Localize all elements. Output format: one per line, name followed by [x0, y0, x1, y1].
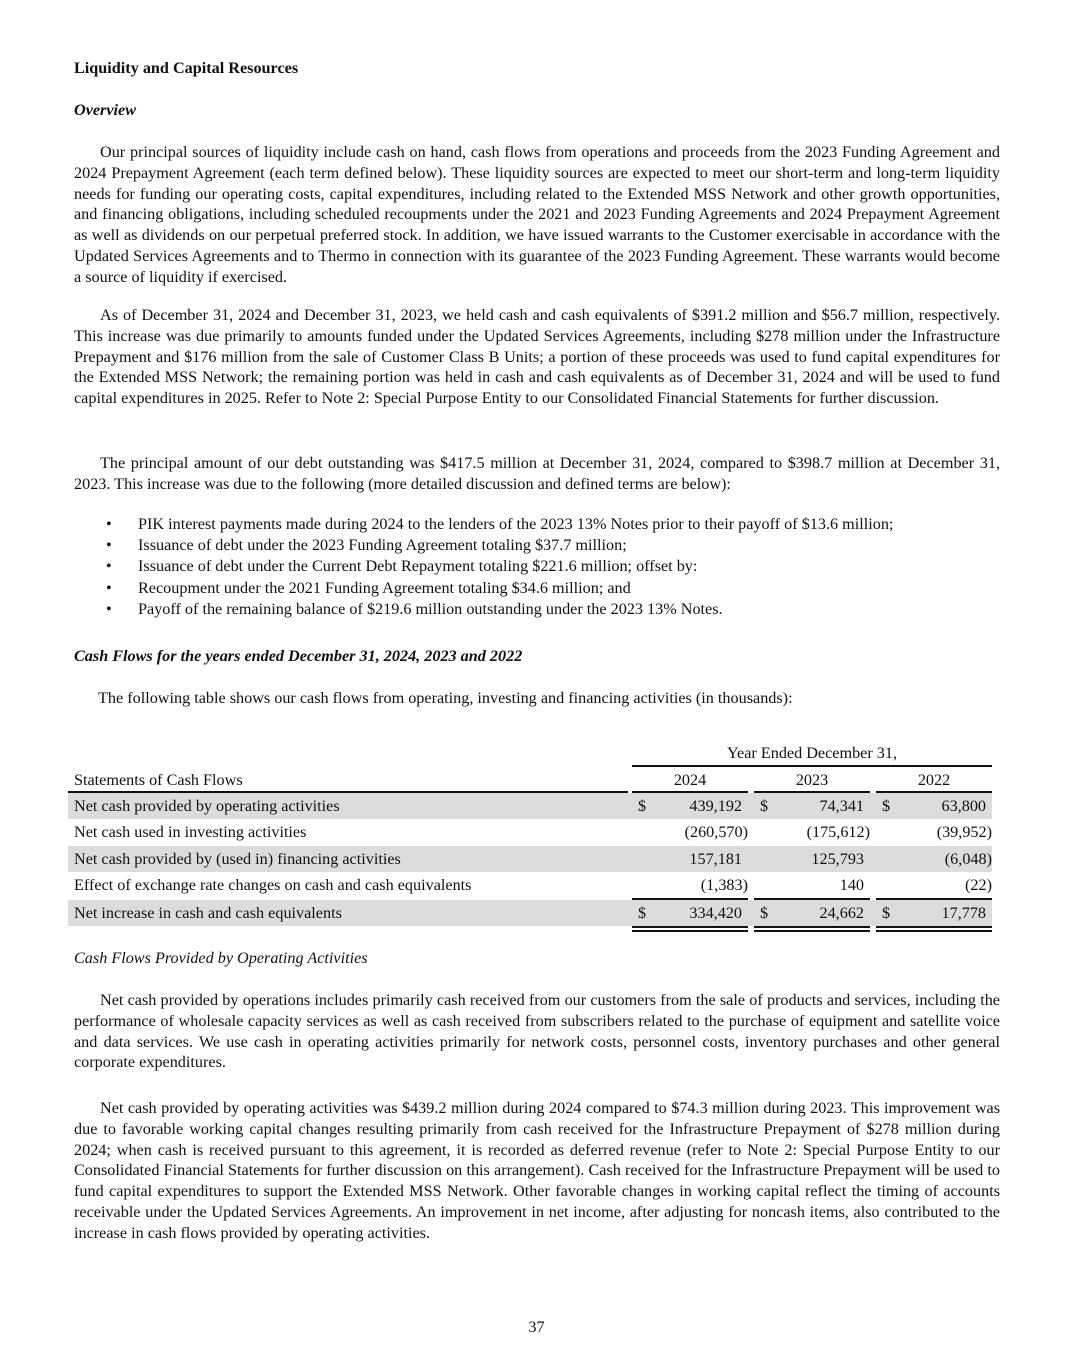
paragraph-operating-activities-detail: Net cash provided by operating activities was $439.2 million during 2024 compared to $74.3 million during 2023. This improvement was due to favorable working capital changes resulting primarily from cash received for the Infrastructure Prepayment of $278 million during 2024; when cash is received pursuant to this agreement, it is recorded as deferred revenue (refer to Note 2: Special Purpose Entity to our Consolidated Financial Statements for further discussion on this arrangement). Cash received for the Infrastructure Prepayment will be used to fund capital expenditures to support the Extended MSS Network. Other favorable changes in working capital reflect the timing of accounts receivable under the Updated Services Agreements. An improvement in net income, after adjusting for noncash items, also contributed to the increase in cash flows provided by operating activities.	[74, 1099, 1000, 1242]
table-row: Net cash used in investing activities (260,570) (175,612) (39,952)	[74, 823, 992, 842]
bullet-icon: •	[106, 599, 112, 618]
column-header-2024: 2024	[673, 771, 707, 789]
bullet-icon: •	[106, 557, 112, 576]
bullet-icon: •	[106, 515, 112, 533]
column-header-2023: 2023	[795, 771, 829, 789]
bullet-icon: •	[106, 578, 112, 597]
table-row: Net cash provided by operating activities $ 439,192 $ 74,341 $ 63,800	[68, 793, 992, 819]
section-title: Liquidity and Capital Resources	[74, 59, 299, 77]
table-header-row	[68, 768, 992, 792]
table-row: Effect of exchange rate changes on cash and cash equivalents (1,383) 140 (22)	[74, 876, 992, 895]
overview-heading: Overview	[74, 101, 137, 119]
paragraph-debt-outstanding: The principal amount of our debt outstanding was $417.5 million at December 31, 2024, compared to $398.7 million at December 31, 2023. This increase was due to the following (more detailed discussion and defined terms are below):	[74, 454, 1000, 493]
bullet-icon: •	[106, 536, 112, 555]
paragraph-liquidity-sources: Our principal sources of liquidity include cash on hand, cash flows from operations and proceeds from the 2023 Funding Agreement and 2024 Prepayment Agreement (each term defined below). These liquidity sources are expected to meet our short-term and long-term liquidity needs for funding our operating costs, capital expenditures, including related to the Extended MSS Network and other growth opportunities, and financing obligations, including scheduled recoupments under the 2021 and 2023 Funding Agreements and 2024 Prepayment Agreement as well as dividends on our perpetual preferred stock. In addition, we have issued warrants to the Customer exercisable in accordance with the Updated Services Agreements and to Thermo in connection with its guarantee of the 2023 Funding Agreement. These warrants would become a source of liquidity if exercised.	[74, 143, 1000, 286]
table-caption: Year Ended December 31,	[726, 744, 898, 762]
list-item: • Recoupment under the 2021 Funding Agreement totaling $34.6 million; and	[106, 578, 631, 597]
total-double-rule	[632, 926, 748, 932]
debt-change-list	[74, 514, 1000, 620]
column-header-2022: 2022	[917, 771, 951, 789]
list-item: • PIK interest payments made during 2024 to the lenders of the 2023 13% Notes prior to their payoff of $13.6 million;	[106, 515, 894, 533]
total-double-rule	[754, 926, 870, 932]
operating-activities-heading: Cash Flows Provided by Operating Activities	[74, 949, 368, 967]
paragraph-cash-equivalents: As of December 31, 2024 and December 31, 2023, we held cash and cash equivalents of $391.2 million and $56.7 million, respectively. This increase was due primarily to amounts funded under the Updated Services Agreements, including $278 million under the Infrastructure Prepayment and $176 million from the sale of Customer Class B Units; a portion of these proceeds was used to fund capital expenditures for the Extended MSS Network; the remaining portion was held in cash and cash equivalents as of December 31, 2024 and will be used to fund capital expenditures in 2025. Refer to Note 2: Special Purpose Entity to our Consolidated Financial Statements for further discussion.	[74, 306, 1000, 408]
caption-rule	[632, 765, 992, 767]
list-item: • Payoff of the remaining balance of $219.6 million outstanding under the 2023 13% Notes.	[106, 599, 723, 618]
cash-flows-heading: Cash Flows for the years ended December 31, 2024, 2023 and 2022	[74, 647, 523, 665]
page-number: 37	[528, 1318, 545, 1336]
label-column-header: Statements of Cash Flows	[74, 771, 243, 789]
list-item: • Issuance of debt under the Current Debt Repayment totaling $221.6 million; offset by:	[106, 557, 698, 576]
paragraph-table-intro: The following table shows our cash flows from operating, investing and financing activities (in thousands):	[98, 689, 793, 707]
total-double-rule	[876, 926, 992, 932]
table-row-total: Net increase in cash and cash equivalents $ 334,420 $ 24,662 $ 17,778	[68, 900, 992, 926]
list-item: • Issuance of debt under the 2023 Funding Agreement totaling $37.7 million;	[106, 536, 627, 555]
table-row: Net cash provided by (used in) financing activities 157,181 125,793 (6,048)	[68, 846, 992, 872]
paragraph-operations-description: Net cash provided by operations includes primarily cash received from our customers from the sale of products and services, including the performance of wholesale capacity services as well as cash received from subscribers related to the purchase of equipment and satellite voice and data services. We use cash in operating activities primarily for network costs, personnel costs, inventory purchases and other general corporate expenditures.	[74, 991, 1000, 1072]
